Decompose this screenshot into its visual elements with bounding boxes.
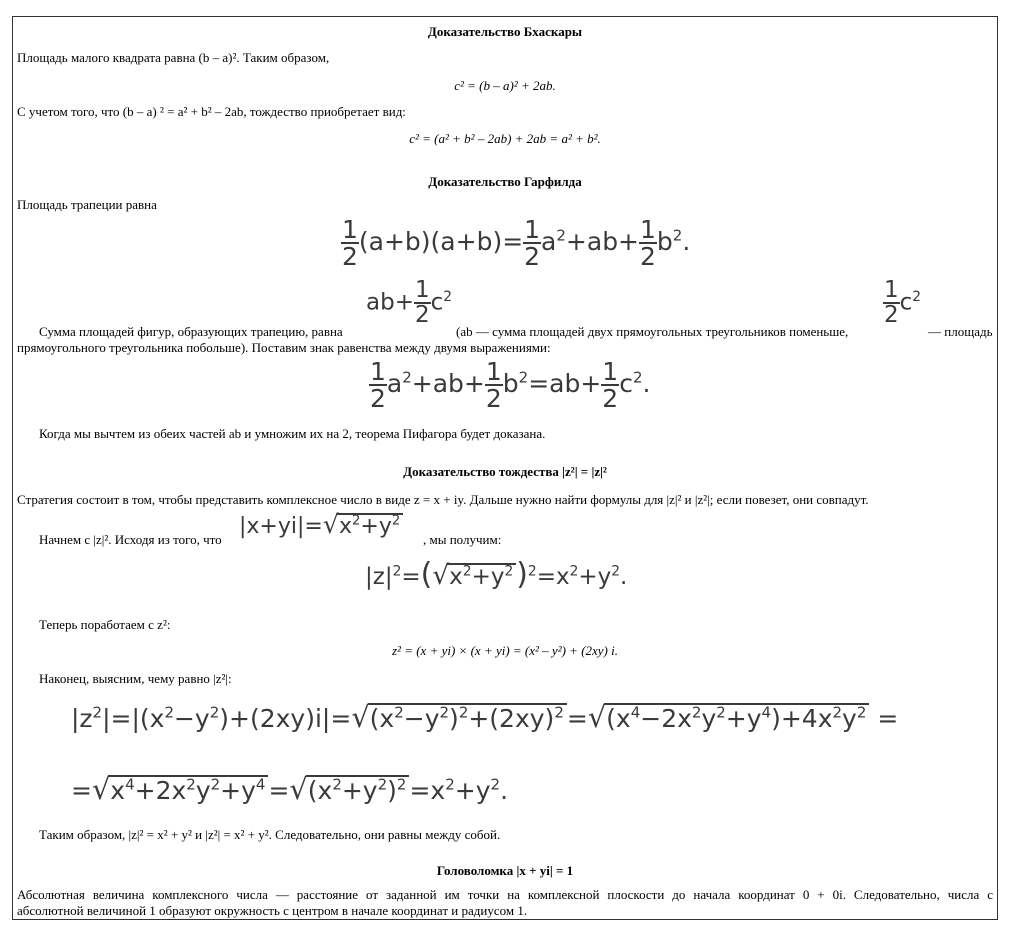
garfield-paragraph-2-cont: прямоугольного треугольника побольше). Поставим знак равенства между двумя выражениями: — [17, 340, 551, 355]
garfield-paragraph-3: Когда мы вычтем из обеих частей ab и умножим их на 2, теорема Пифагора будет доказана. — [39, 426, 546, 441]
puzzle-heading: Головоломка |x + yi| = 1 — [436, 863, 574, 878]
identity-abs-z2-formula-line-1: $|z^2|=|(x^2-y^2)+(2xy)i|=√(x^2-y^2)^2+(2xy)^2 =√(x^4-2x^2y^2+y^4)+4x^2y^2$ = — [71, 700, 899, 734]
bhaskara-heading: Доказательство Бхаскары — [427, 24, 583, 39]
identity-z-squared-formula: z² = (x + yi) × (x + yi) = (x² – y²) + (2xy) i. — [391, 643, 618, 658]
identity-paragraph-2-start: Начнем с |z|². Исходя из того, что — [39, 532, 222, 547]
puzzle-paragraph-line-1: Абсолютная величина комплексного числа — расстояние от заданной им точки на комплексной плоскости до начала координат 0 + 0i. Следовательно, числа с — [17, 887, 993, 902]
garfield-paragraph-2-mid: (ab — сумма площадей двух прямоугольных треугольников поменьше, — [456, 324, 849, 339]
garfield-inline-sum-formula: ab+ $\frac{1}{2}$ $c^2$ — [366, 277, 453, 328]
bhaskara-formula-2: c² = (a² + b² – 2ab) + 2ab = a² + b². — [409, 131, 601, 146]
garfield-paragraph-1: Площадь трапеции равна — [17, 197, 157, 212]
garfield-paragraph-2-end: — площадь — [928, 324, 993, 339]
garfield-trapezoid-area-formula: $\frac{1}{2}$ (a+b)(a+b)= $\frac{1}{2}$ $a^2+ab+$ $\frac{1}{2}$ $b^2$. — [342, 215, 691, 271]
identity-paragraph-1: Стратегия состоит в том, чтобы представить комплексное число в виде z = x + iy. Дальше нужно найти формулы для |z|² и |z²|; если повезет, они совпадут. — [17, 492, 869, 507]
identity-heading: Доказательство тождества |z²| = |z|² — [403, 464, 607, 479]
bhaskara-formula-1: c² = (b – a)² + 2ab. — [454, 78, 556, 93]
garfield-paragraph-2-start: Сумма площадей фигур, образующих трапецию, равна — [39, 324, 343, 339]
document-frame — [12, 16, 998, 920]
identity-paragraph-5: Таким образом, |z|² = x² + y² и |z²| = x² + y². Следовательно, они равны между собой. — [39, 827, 501, 842]
identity-abs-z2-formula-line-2: $=√x^4+2x^2y^2+y^4 =√(x^2+y^2)^2 =x^2+y^2$. — [71, 772, 509, 806]
identity-paragraph-2-end: , мы получим: — [423, 532, 502, 547]
garfield-heading: Доказательство Гарфилда — [428, 174, 582, 189]
bhaskara-paragraph-2: С учетом того, что (b – a) ² = a² + b² – 2ab, тождество приобретает вид: — [17, 104, 406, 119]
bhaskara-paragraph-1: Площадь малого квадрата равна (b – a)². Таким образом, — [17, 50, 330, 65]
puzzle-paragraph-line-2: абсолютной величиной 1 образуют окружность с центром в начале координат и радиусом 1. — [17, 903, 528, 918]
garfield-inline-half-c2: $\frac{1}{2}$ $c^2$ — [884, 277, 922, 328]
identity-paragraph-3: Теперь поработаем с z²: — [39, 617, 171, 632]
identity-modulus-formula: $|x+yi|=√x^2+y^2$ — [239, 510, 403, 539]
garfield-equality-formula: $\frac{1}{2}$ $a^2+ab+$ $\frac{1}{2}$ $b^2=ab+$ $\frac{1}{2}$ $c^2$. — [370, 357, 651, 413]
identity-abs-z-squared-formula: $|z|^2=(√x^2+y^2$ )$^2=x^2+y^2$. — [365, 557, 628, 592]
identity-paragraph-4: Наконец, выясним, чему равно |z²|: — [39, 671, 232, 686]
